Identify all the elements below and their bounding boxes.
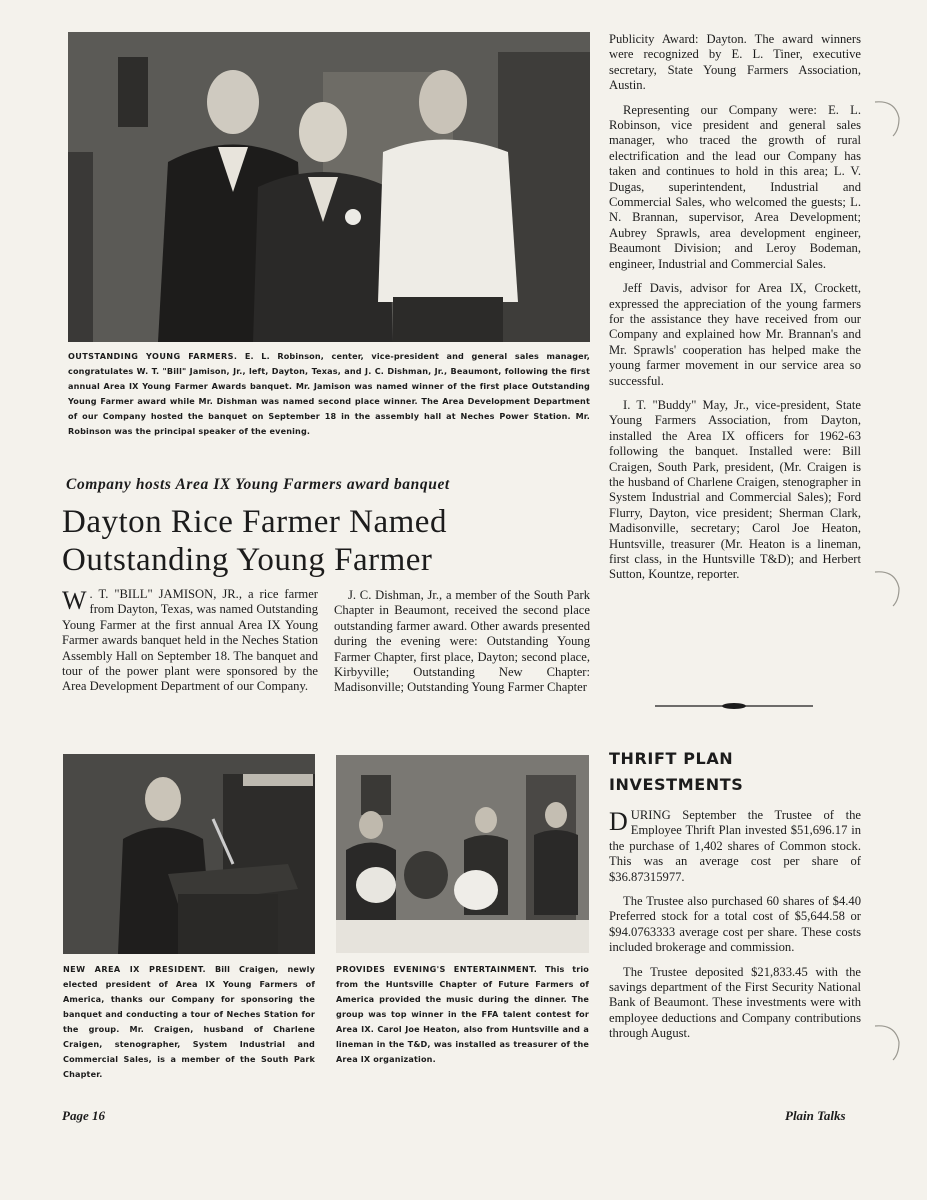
thrift-plan-heading	[609, 746, 743, 798]
thrift-title-line-1: THRIFT PLAN	[609, 749, 734, 768]
photo-speaker-at-podium-icon	[63, 754, 315, 954]
article-col1-paragraph	[62, 587, 318, 695]
ornament-divider-icon	[655, 700, 813, 712]
thrift-title-line-2: INVESTMENTS	[609, 775, 744, 794]
binder-clip-mark-icon	[873, 96, 903, 140]
top-photo	[68, 32, 590, 342]
bottom-left-caption-lead: NEW AREA IX PRESIDENT.	[63, 964, 206, 974]
bottom-right-caption-text: This trio from the Huntsville Chapter of Future Farmers of America provided the music during the dinner. The group was top winner in the FFA talent contest for Area IX. Carol Joe Heaton, also from Huntsville and a lineman in the T&D, was installed as treasurer of the Area IX organization.	[336, 964, 589, 1064]
publication-name: Plain Talks	[785, 1108, 846, 1123]
thrift-paragraph-1-text: URING September the Trustee of the Employee Thrift Plan invested $51,696.17 in the purchase of 1,402 shares of Common stock. This was an average cost per share of $36.87315977.	[609, 808, 861, 884]
bottom-left-caption	[63, 962, 315, 1082]
bottom-left-photo	[63, 754, 315, 954]
bottom-right-caption-lead: PROVIDES EVENING'S ENTERTAINMENT.	[336, 964, 538, 974]
photo-three-men-icon	[68, 32, 590, 342]
top-photo-caption	[68, 349, 590, 439]
article-kicker: Company hosts Area IX Young Farmers award banquet	[66, 476, 450, 493]
thrift-paragraph-3: The Trustee deposited $21,833.45 with the savings department of the First Security National Bank of Beaumont. These investments were with employee deductions and Company contributions through August.	[609, 964, 861, 1041]
bottom-right-photo	[336, 755, 589, 953]
bottom-right-caption	[336, 962, 589, 1067]
article-col3-paragraph-3: Jeff Davis, advisor for Area IX, Crockett, expressed the appreciation of the young farmers for the assistance they have received from our Company and explained how Mr. Brannan's and Mr. Sprawls' cooperation has helped make the young farmer movement in our service area so successful.	[609, 281, 861, 388]
page-number: Page 16	[62, 1108, 105, 1123]
article-col3-paragraph-4: I. T. "Buddy" May, Jr., vice-president, State Young Farmers Association, from Dayton, installed the Area IX officers for 1962-63 following the banquet. Installed were: Bill Craigen, South Park, president, (Mr. Craigen is the husband of Charlene Craigen, stenographer in System Industrial and Commercial Sales); Ford Flurry, Dayton, vice president; Sherman Clark, Madisonville, secretary; Carol Joe Heaton, Huntsville, treasurer (Mr. Heaton is a lineman, first class, in the Huntsville T&D); and Herbert Sutton, Kountze, reporter.	[609, 397, 861, 582]
article-col3-paragraph-1: Publicity Award: Dayton. The award winners were recognized by E. L. Tiner, executive secretary, State Young Farmers Association, Austin.	[609, 32, 861, 93]
thrift-paragraph-2: The Trustee also purchased 60 shares of $4.40 Preferred stock for a total cost of $5,644.58 or $94.0763333 average cost per share. These costs included brokerage and commission.	[609, 894, 861, 955]
article-column-1	[62, 587, 318, 704]
article-col1-text: . T. "BILL" JAMISON, JR., a rice farmer from Dayton, Texas, was named Outstanding Young Farmer at the first annual Area IX Young Farmer awards banquet held in the Neches Station Assembly Hall on September 18. The banquet and tour of the power plant were sponsored by the Area Development Department of our Company.	[62, 587, 318, 694]
thrift-plan-body	[609, 808, 861, 1051]
article-column-3	[609, 32, 861, 592]
article-dropcap: W	[62, 586, 87, 615]
photo-music-trio-icon	[336, 755, 589, 953]
thrift-dropcap: D	[609, 807, 628, 836]
article-col3-paragraph-2: Representing our Company were: E. L. Robinson, vice president and general sales manager, who traced the growth of rural electrification and the lead our Company has taken and continues to hold in this area; L. V. Dugas, superintendent, Industrial and Commercial Sales, who welcomed the guests; L. N. Brannan, supervisor, Area Development; Aubrey Sprawls, area development engineer, Beaumont Division; and Leroy Bodeman, engineer, Industrial and Commercial Sales.	[609, 102, 861, 271]
article-column-2	[334, 588, 590, 705]
thrift-paragraph-1	[609, 808, 861, 885]
top-caption-lead: OUTSTANDING YOUNG FARMERS.	[68, 351, 238, 361]
headline-line-1: Dayton Rice Farmer Named	[62, 504, 447, 540]
bottom-left-caption-text: Bill Craigen, newly elected president of Area IX Young Farmers of America, thanks our Company for sponsoring the banquet and conducting a tour of Neches Station for the group. Mr. Craigen, husband of Charlene Craigen, stenographer, System Industrial and Commercial Sales, is a member of the South Park Chapter.	[63, 964, 315, 1079]
binder-clip-mark-icon	[873, 1020, 903, 1064]
article-col2-paragraph: J. C. Dishman, Jr., a member of the South Park Chapter in Beaumont, received the second place outstanding farmer award. Other awards presented during the evening were: Outstanding Young Farmer Chapter, first place, Dayton; second place, Kirbyville; Outstanding New Chapter: Madisonville; Outstanding Young Farmer Chapter	[334, 588, 590, 695]
binder-clip-mark-icon	[873, 566, 903, 610]
article-headline	[62, 503, 532, 579]
headline-line-2: Outstanding Young Farmer	[62, 542, 433, 578]
top-caption-text: E. L. Robinson, center, vice-president and general sales manager, congratulates W. T. "Bill" Jamison, Jr., left, Dayton, Texas, and J. C. Dishman, Jr., Beaumont, following the first annual Area IX Young Farmer Awards banquet. Mr. Jamison was named winner of the first place Outstanding Young Farmer award while Mr. Dishman was named second place winner. The Area Development Department of our Company hosted the banquet on September 18 in the assembly hall at Neches Power Station. Mr. Robinson was the principal speaker of the evening.	[68, 351, 590, 436]
